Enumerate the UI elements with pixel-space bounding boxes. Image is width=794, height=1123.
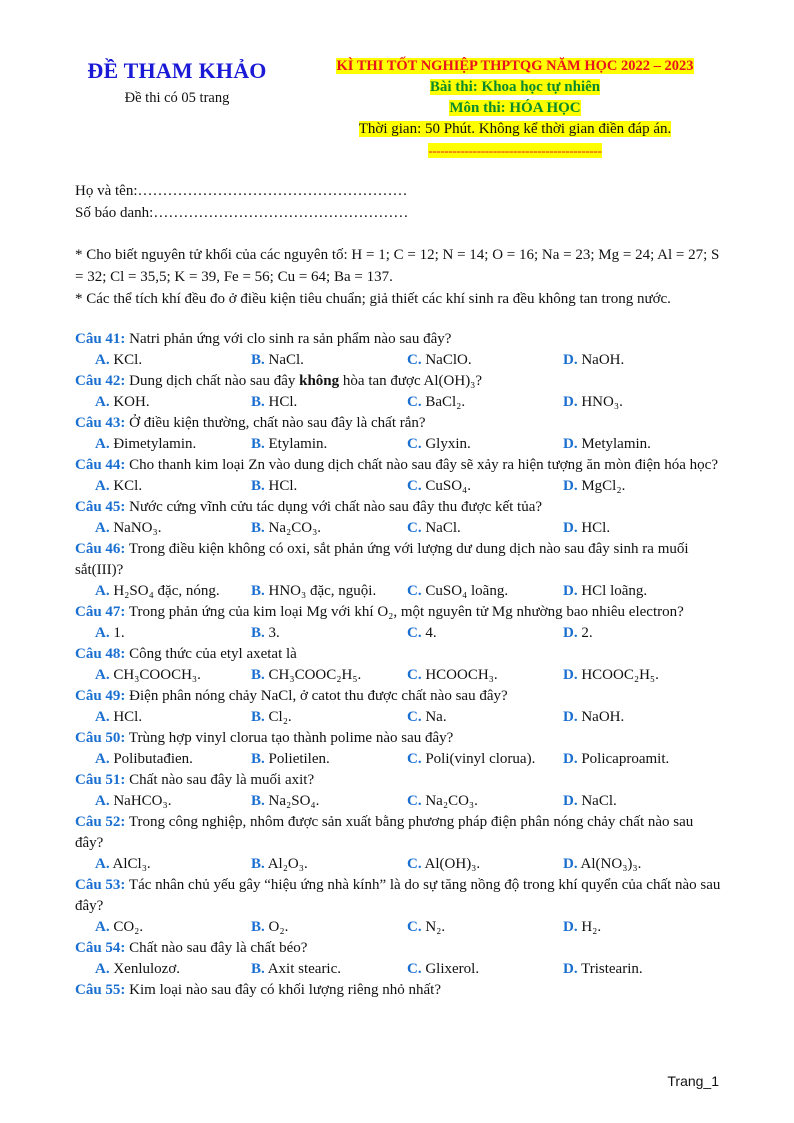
option-text: H₂. [581,919,602,935]
option-letter: D. [563,436,578,452]
answer-option [563,959,719,980]
question-text [75,497,725,518]
option-text: KCl. [113,478,143,494]
option-text: 2. [581,625,593,641]
option-letter: A. [95,793,110,809]
answer-option [95,392,251,413]
answer-options [75,665,725,686]
question-body: Cho thanh kim loại Zn vào dung dịch chất nào sau đây sẽ xảy ra hiện tượng ăn mòn điện hóa học? [129,457,719,473]
answer-option [563,749,719,770]
question-body: Nước cứng vĩnh cửu tác dụng với chất nào sau đây thu được kết tủa? [129,499,543,515]
option-text: Polietilen. [268,751,330,767]
question-label: Câu 44: [75,457,126,473]
option-text: MgCl₂. [581,478,626,494]
question-text [75,644,725,665]
answer-option [251,518,407,539]
option-text: CH₃COOCH₃. [113,667,201,683]
answer-option [95,476,251,497]
question-body: Công thức của etyl axetat là [129,646,297,662]
option-letter: D. [563,856,578,872]
question-label: Câu 46: [75,541,126,557]
question-label: Câu 55: [75,982,126,998]
answer-options [75,959,725,980]
gas-volume-note: * Các thể tích khí đều đo ở điều kiện tiêu chuẩn; giả thiết các khí sinh ra đều không tan trong nước. [75,291,671,307]
page-number: Trang_1 [667,1073,719,1089]
answer-option [563,476,719,497]
answer-options [75,623,725,644]
question-body: Trùng hợp vinyl clorua tạo thành polime nào sau đây? [128,730,454,746]
student-info [75,180,725,224]
answer-option [251,959,407,980]
option-text: N₂. [425,919,446,935]
question-label: Câu 45: [75,499,126,515]
question-label: Câu 50: [75,730,126,746]
answer-option [251,665,407,686]
answer-option [407,476,563,497]
option-letter: A. [95,625,110,641]
answer-option [563,917,719,938]
answer-option [407,707,563,728]
question-text [75,980,725,1001]
option-letter: D. [563,520,578,536]
option-letter: A. [95,961,110,977]
answer-options [75,392,725,413]
option-text: HCl. [268,394,298,410]
answer-options [75,791,725,812]
question-label: Câu 41: [75,331,126,347]
question-body: Trong công nghiệp, nhôm được sản xuất bằng phương pháp điện phân nóng chảy chất nào sau đây? [75,814,694,851]
option-text: Al(NO₃)₃. [580,856,642,872]
answer-option [563,518,719,539]
option-letter: A. [95,436,110,452]
answer-option [251,707,407,728]
answer-option [407,392,563,413]
answer-option [563,791,719,812]
student-name-line: Họ và tên:……………………………………………… [75,183,408,199]
option-text: CuSO₄ loãng. [425,583,509,599]
option-text: Glixerol. [425,961,480,977]
option-text: HCl loãng. [581,583,648,599]
option-letter: C. [407,520,422,536]
option-letter: A. [95,478,110,494]
option-letter: D. [563,961,578,977]
option-letter: B. [251,751,265,767]
option-text: HCl. [268,478,298,494]
answer-option [251,749,407,770]
answer-option [407,350,563,371]
question-label: Câu 42: [75,373,126,389]
option-letter: D. [563,625,578,641]
question-label: Câu 51: [75,772,126,788]
option-letter: A. [95,709,110,725]
question-text [75,728,725,749]
answer-option [407,665,563,686]
question-text [75,371,725,392]
option-letter: B. [251,793,265,809]
answer-options [75,854,725,875]
option-letter: C. [407,793,422,809]
question-body: Điện phân nóng chảy NaCl, ở catot thu được chất nào sau đây? [129,688,508,704]
option-text: NaOH. [581,352,625,368]
question-label: Câu 52: [75,814,126,830]
answer-option [563,854,719,875]
option-text: CO₂. [113,919,144,935]
question-emphasis: không [299,373,340,389]
question-body: Trong điều kiện không có oxi, sắt phản ứng với lượng dư dung dịch nào sau đây sinh ra muối sắt(III)? [75,541,689,578]
answer-option [95,518,251,539]
option-text: H₂SO₄ đặc, nóng. [113,583,220,599]
option-text: Tristearin. [581,961,643,977]
atomic-mass-note: * Cho biết nguyên tử khối của các nguyên tố: H = 1; C = 12; N = 14; O = 16; Na = 23; Mg = 24; Al = 27; S = 32; Cl = 35,5; K = 39, Fe = 56; Cu = 64; Ba = 137. [75,247,720,285]
option-text: HNO₃. [581,394,623,410]
option-text: Policaproamit. [581,751,670,767]
option-text: Đimetylamin. [113,436,197,452]
question-label: Câu 53: [75,877,126,893]
question-text [75,413,725,434]
question-text [75,329,725,350]
question-text [75,938,725,959]
option-text: Xenlulozơ. [113,961,181,977]
option-text: NaCl. [581,793,617,809]
option-letter: D. [563,793,578,809]
option-text: HCOOCH₃. [425,667,498,683]
option-letter: D. [563,583,578,599]
exam-subject-group: Bài thi: Khoa học tự nhiên [429,79,601,95]
answer-option [407,581,563,602]
answer-option [563,707,719,728]
option-text: Cl₂. [268,709,292,725]
exam-type-title: ĐỀ THAM KHẢO [87,58,267,83]
option-text: CuSO₄. [425,478,472,494]
option-text: 1. [113,625,125,641]
answer-option [407,623,563,644]
option-text: HNO₃ đặc, nguội. [268,583,377,599]
header-divider: ------------------------------------------- [428,143,602,158]
option-text: Etylamin. [268,436,328,452]
option-text: NaHCO₃. [113,793,172,809]
question-text [75,602,725,623]
answer-option [95,959,251,980]
student-id-line: Số báo danh:…………………………………………… [75,205,409,221]
answer-option [95,749,251,770]
answer-options [75,917,725,938]
option-letter: A. [95,919,110,935]
answer-option [407,917,563,938]
header-left [62,58,292,107]
answer-option [95,350,251,371]
option-text: NaOH. [581,709,625,725]
option-text: Na₂SO₄. [268,793,320,809]
option-text: CH₃COOC₂H₅. [268,667,362,683]
answer-option [251,581,407,602]
answer-option [563,581,719,602]
question-body: Chất nào sau đây là muối axit? [129,772,315,788]
question-text [75,875,725,917]
option-letter: B. [251,919,265,935]
option-letter: B. [251,709,265,725]
answer-options [75,707,725,728]
option-text: NaCl. [268,352,304,368]
option-letter: A. [95,856,110,872]
answer-option [251,350,407,371]
answer-option [251,476,407,497]
option-letter: C. [407,709,422,725]
question-body: Chất nào sau đây là chất béo? [129,940,308,956]
question-body: Dung dịch chất nào sau đây [129,373,296,389]
answer-option [95,623,251,644]
question-text [75,455,725,476]
question-text [75,770,725,791]
option-text: Al₂O₃. [267,856,308,872]
answer-option [251,854,407,875]
answer-option [95,854,251,875]
option-text: KCl. [113,352,143,368]
option-letter: B. [251,583,265,599]
option-letter: A. [95,751,110,767]
option-letter: C. [407,583,422,599]
option-letter: D. [563,709,578,725]
answer-options [75,350,725,371]
answer-option [95,917,251,938]
option-text: Na₂CO₃. [425,793,478,809]
option-text: Axit stearic. [267,961,342,977]
option-letter: B. [251,478,265,494]
question-label: Câu 54: [75,940,126,956]
answer-option [563,392,719,413]
answer-option [95,707,251,728]
exam-name: KÌ THI TỐT NGHIỆP THPTQG NĂM HỌC 2022 – 2023 [336,58,694,74]
question-label: Câu 48: [75,646,126,662]
option-letter: A. [95,520,110,536]
option-text: 3. [268,625,280,641]
option-text: Glyxin. [425,436,471,452]
option-letter: C. [407,625,422,641]
option-letter: C. [407,751,422,767]
option-letter: C. [407,961,422,977]
option-letter: B. [251,961,265,977]
option-letter: B. [251,394,265,410]
exam-notes [75,244,725,310]
option-text: AlCl₃. [112,856,151,872]
option-letter: B. [251,352,265,368]
answer-option [407,854,563,875]
question-list [75,329,725,1001]
answer-option [251,917,407,938]
answer-option [95,581,251,602]
option-text: KOH. [113,394,150,410]
option-text: BaCl₂. [425,394,466,410]
question-text [75,539,725,581]
option-text: O₂. [268,919,289,935]
option-letter: D. [563,751,578,767]
answer-options [75,434,725,455]
answer-options [75,476,725,497]
exam-duration: Thời gian: 50 Phút. Không kể thời gian điền đáp án. [358,121,672,137]
question-body: Trong phản ứng của kim loại Mg với khí O₂, một nguyên tử Mg nhường bao nhiêu electron? [128,604,684,620]
question-body: Ở điều kiện thường, chất nào sau đây là chất rắn? [129,415,426,431]
option-text: NaNO₃. [113,520,162,536]
answer-option [407,749,563,770]
question-text [75,812,725,854]
option-text: HCl. [113,709,143,725]
question-body: Tác nhân chủ yếu gây “hiệu ứng nhà kính” là do sự tăng nồng độ trong khí quyển của chất nào sau đây? [75,877,721,914]
answer-option [251,791,407,812]
option-text: HCOOC₂H₅. [581,667,659,683]
header-right [300,56,730,162]
answer-option [251,623,407,644]
option-letter: A. [95,352,110,368]
answer-option [563,434,719,455]
answer-option [95,434,251,455]
answer-option [95,665,251,686]
question-label: Câu 47: [75,604,126,620]
option-letter: C. [407,352,422,368]
option-text: NaCl. [425,520,461,536]
option-letter: B. [251,625,265,641]
option-letter: C. [407,856,422,872]
answer-option [407,434,563,455]
option-text: Al(OH)₃. [424,856,481,872]
question-label: Câu 43: [75,415,126,431]
question-text [75,686,725,707]
question-body: Kim loại nào sau đây có khối lượng riêng nhỏ nhất? [129,982,442,998]
option-letter: C. [407,436,422,452]
option-letter: A. [95,394,110,410]
option-text: NaClO. [425,352,472,368]
option-text: HCl. [581,520,611,536]
answer-option [407,518,563,539]
question-body: hòa tan được Al(OH)₃? [342,373,483,389]
option-letter: D. [563,667,578,683]
option-letter: B. [251,436,265,452]
option-text: Polibutađien. [113,751,193,767]
answer-option [563,665,719,686]
option-text: Na. [425,709,447,725]
question-body: Natri phản ứng với clo sinh ra sản phẩm nào sau đây? [129,331,452,347]
answer-options [75,749,725,770]
page-count: Đề thi có 05 trang [124,90,230,106]
answer-option [95,791,251,812]
option-letter: D. [563,478,578,494]
option-letter: D. [563,394,578,410]
answer-option [407,791,563,812]
answer-option [563,350,719,371]
answer-options [75,518,725,539]
option-letter: D. [563,919,578,935]
option-text: Poli(vinyl clorua). [425,751,536,767]
option-text: Na₂CO₃. [268,520,322,536]
option-text: Metylamin. [581,436,651,452]
option-letter: B. [251,667,265,683]
answer-options [75,581,725,602]
option-letter: B. [251,856,265,872]
option-letter: C. [407,478,422,494]
answer-option [251,434,407,455]
option-letter: C. [407,667,422,683]
option-letter: B. [251,520,265,536]
answer-option [563,623,719,644]
question-label: Câu 49: [75,688,126,704]
option-letter: A. [95,583,110,599]
option-letter: D. [563,352,578,368]
option-letter: C. [407,919,422,935]
option-letter: C. [407,394,422,410]
answer-option [407,959,563,980]
option-text: 4. [425,625,437,641]
option-letter: A. [95,667,110,683]
answer-option [251,392,407,413]
exam-subject: Môn thi: HÓA HỌC [449,100,581,116]
